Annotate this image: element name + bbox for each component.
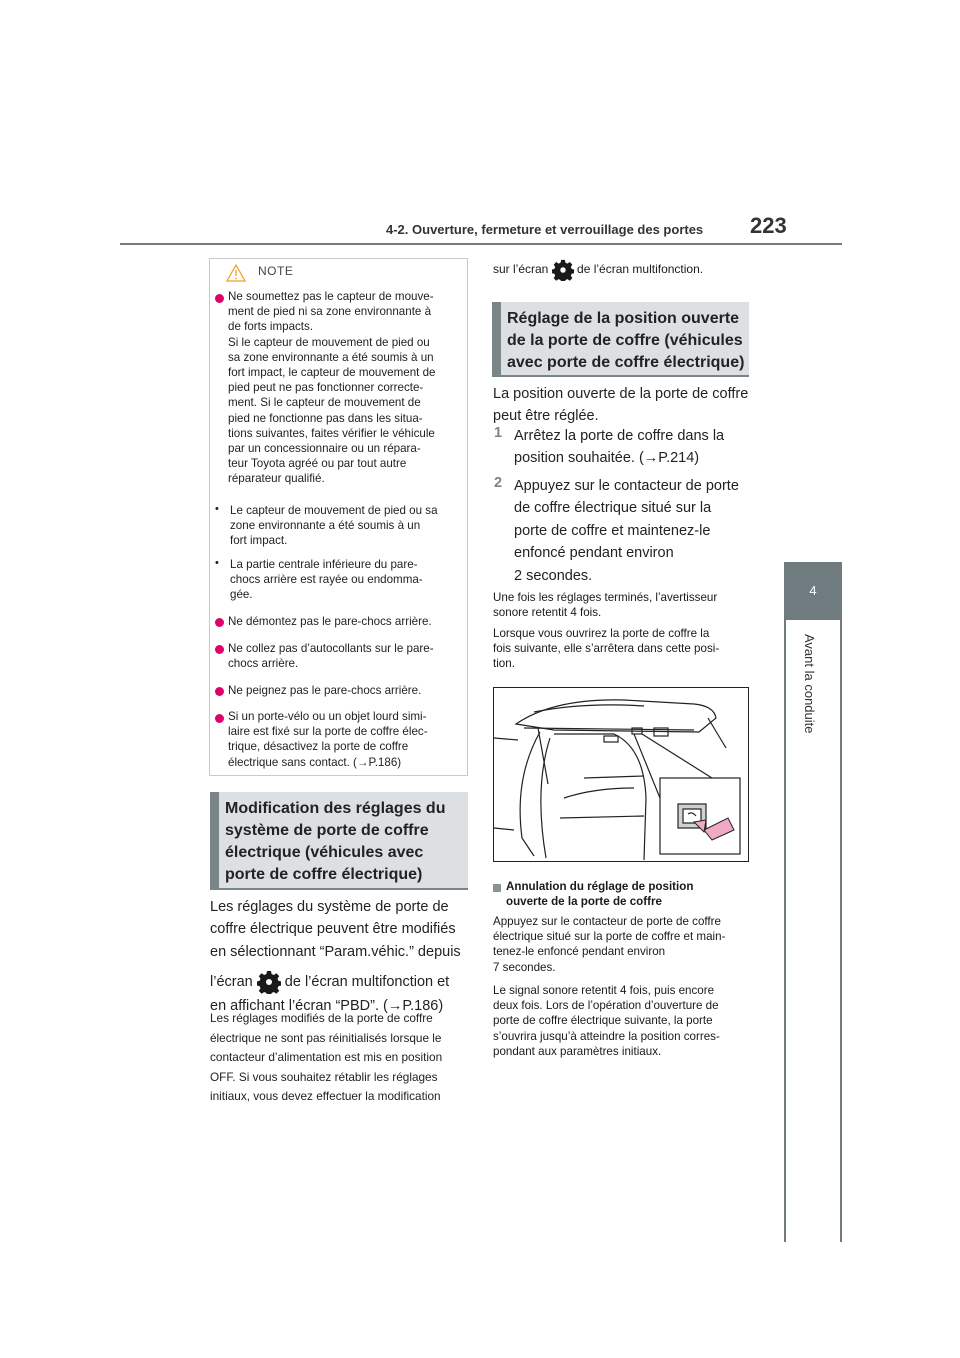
open-position-intro: La position ouverte de la porte de coffre peut être réglée.: [493, 386, 749, 425]
note-bullet: [215, 714, 224, 723]
subsection-marker: [493, 884, 501, 892]
gear-settings-icon: [552, 259, 574, 281]
section-rule: [210, 888, 468, 890]
gear-settings-icon: [257, 970, 281, 994]
header-rule: [120, 243, 842, 245]
step-2: Appuyez sur le contacteur de porte de coffre électrique situé sur la porte de coffre et maintenez-le enfoncé pendant environ 2 secondes.: [514, 478, 739, 584]
subsection-title: Annulation du réglage de position ouverte de la porte de coffre: [506, 880, 694, 909]
note-subitem-1: Le capteur de mouvement de pied ou sa zone environnante a été soumis à un fort impact.: [230, 504, 438, 548]
section-rule: [492, 375, 749, 377]
note-item-5: Si un porte-vélo ou un objet lourd simi- laire est fixé sur la porte de coffre élec- trique, désactivez la porte de coffre électrique sans contact. (→P.186): [228, 710, 428, 769]
note-subitem-2: La partie centrale inférieure du pare- chocs arrière est rayée ou endomma- gée.: [230, 558, 423, 602]
chapter-tab-number: 4: [784, 562, 842, 620]
step-1: Arrêtez la porte de coffre dans la position souhaitée. (→P.214): [514, 428, 725, 467]
page-number: 223: [750, 213, 787, 238]
cancel-paragraph-1: Appuyez sur le contacteur de porte de coffre électrique situé sur la porte de coffre et main- tenez-le enfoncé pendant environ 7 secondes.: [493, 915, 726, 974]
settings-note: Les réglages modifiés de la porte de coffre électrique ne sont pas réinitialisés lorsque le contacteur d’alimentation est mis en position OFF. Si vous souhaitez rétablir les réglages initiaux, vous devez effectuer la modification: [210, 1011, 443, 1104]
note-bullet: [215, 687, 224, 696]
note-item-4: Ne peignez pas le pare-chocs arrière.: [228, 684, 422, 697]
open-position-note-2: Lorsque vous ouvrirez la porte de coffre la fois suivante, elle s’arrêtera dans cette posi- tion.: [493, 627, 720, 671]
open-position-note-1: Une fois les réglages terminés, l’avertisseur sonore retentit 4 fois.: [493, 591, 718, 620]
chapter-tab-label: Avant la conduite: [802, 634, 817, 734]
note-bullet: [215, 618, 224, 627]
section-heading-open-position: Réglage de la position ouverte de la porte de coffre (véhicules avec porte de coffre électrique): [492, 302, 749, 375]
note-item-3: Ne collez pas d’autocollants sur le pare- chocs arrière.: [228, 642, 434, 671]
continued-text: sur l’écran de l’écran multifonction.: [493, 259, 703, 281]
note-item-1: Ne soumettez pas le capteur de mouve- ment de pied ni sa zone environnante à de forts impacts. Si le capteur de mouvement de pied ou sa zone environnante a été soumis à un fort impact, le capteur de mouvement de pied peut ne pas fonctionner correcte- ment. Si le capteur de mouvement de pied ne fonctionne pas dans les situa- tions suivantes, faites vérifier le véhicule par un concessionnaire ou un répara- teur Toyota agréé ou par tout autre réparateur qualifié.: [228, 290, 436, 486]
note-item-2: Ne démontez pas le pare-chocs arrière.: [228, 615, 432, 628]
note-bullet: [215, 294, 224, 303]
cancel-paragraph-2: Le signal sonore retentit 4 fois, puis encore deux fois. Lors de l’opération d’ouverture de porte de coffre électrique suivante, la porte s’ouvrira jusqu’à atteindre la position corres- pondant aux paramètres initiaux.: [493, 984, 720, 1058]
warning-triangle-icon: [226, 264, 246, 282]
settings-paragraph: Les réglages du système de porte de coffre électrique peuvent être modifiés en sélectionnant “Param.véhic.” depuis l’écran de l’écran multifonction et en affichant l’écran “PBD”. (→P.186): [210, 899, 461, 1015]
note-bullet: [215, 645, 224, 654]
step-number: 2: [494, 475, 503, 491]
tailgate-illustration: [493, 687, 749, 862]
step-number: 1: [494, 425, 503, 441]
section-heading-settings: Modification des réglages du système de porte de coffre électrique (véhicules avec porte de coffre électrique): [210, 792, 468, 888]
note-label: NOTE: [258, 264, 294, 278]
chapter-title: 4-2. Ouverture, fermeture et verrouillage des portes: [386, 222, 704, 237]
